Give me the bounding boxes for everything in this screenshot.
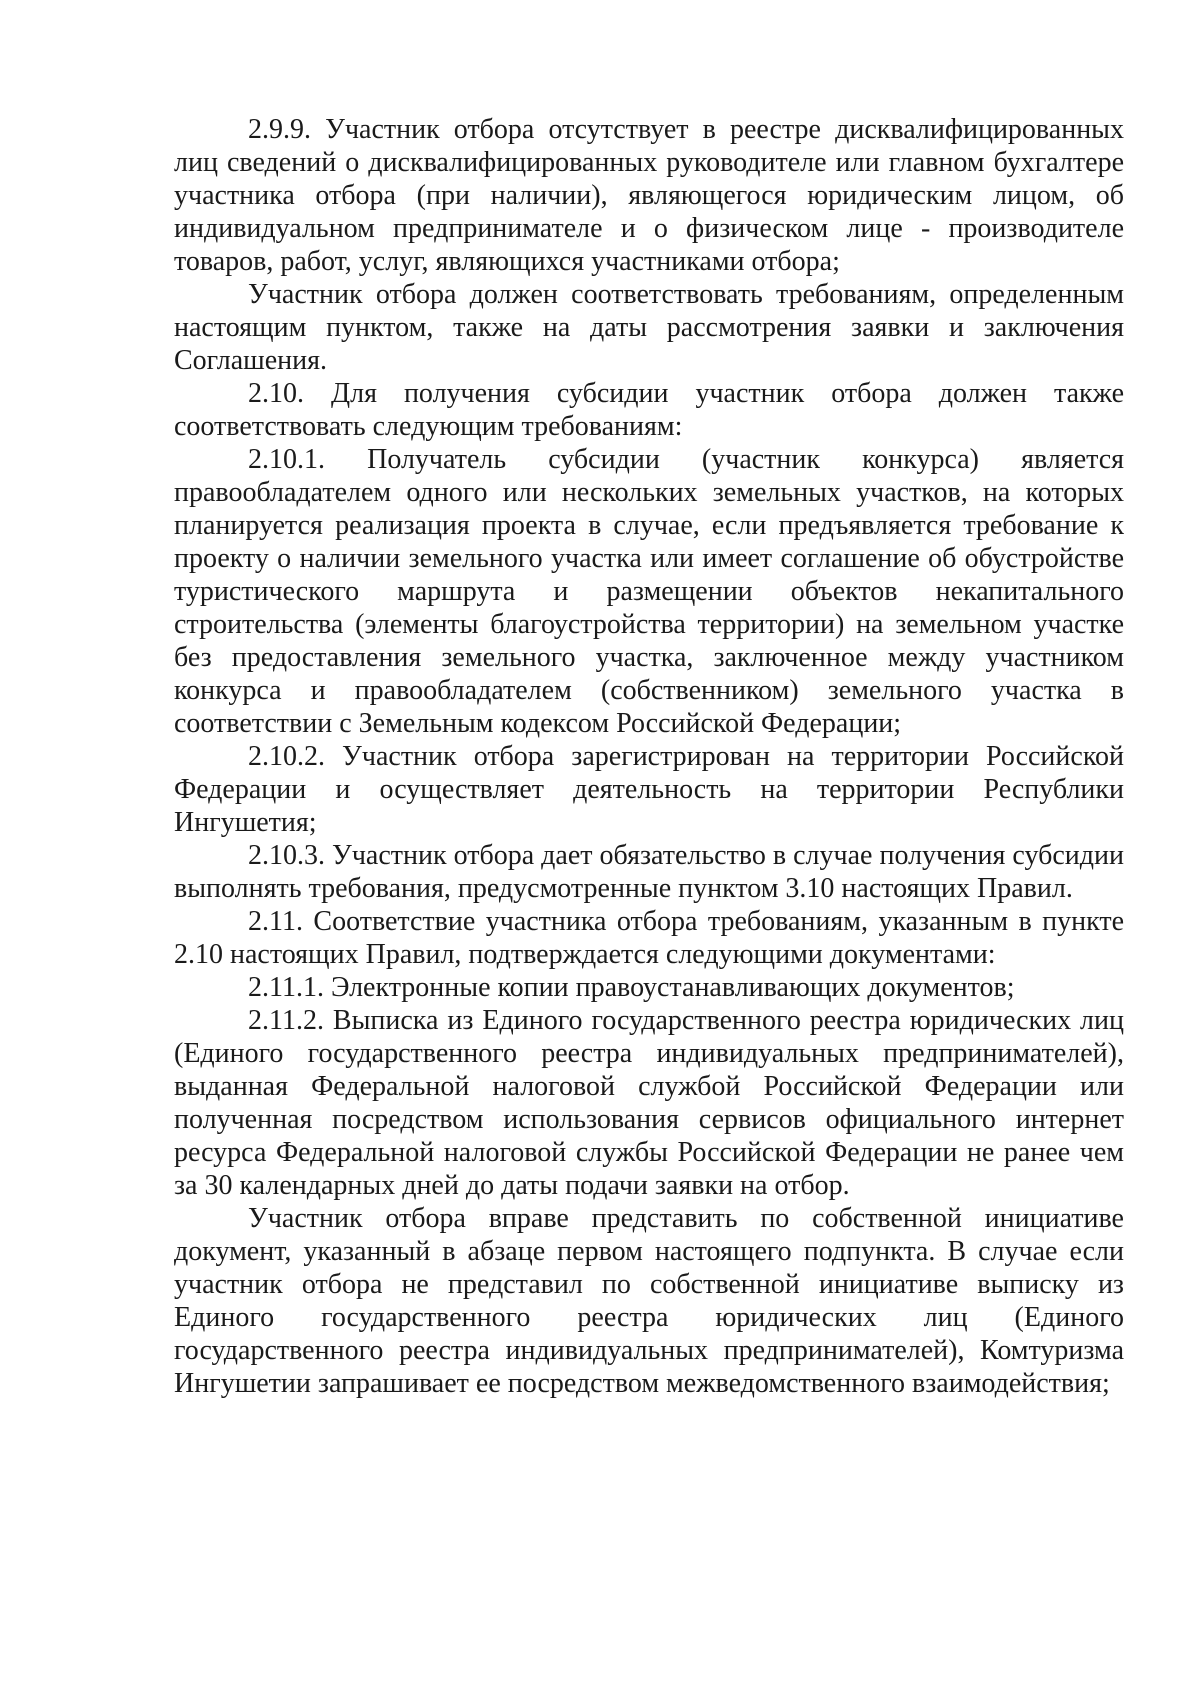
paragraph-2-11: 2.11. Соответствие участника отбора требованиям, указанным в пункте 2.10 настоящих Правил, подтверждается следующими документами: <box>174 906 1124 970</box>
document-page <box>174 113 1124 1400</box>
paragraph-2-10-2: 2.10.2. Участник отбора зарегистрирован на территории Российской Федерации и осуществляет деятельность на территории Республики Ингушетия; <box>174 741 1124 838</box>
paragraph-2-11-2: 2.11.2. Выписка из Единого государственного реестра юридических лиц (Единого государственного реестра индивидуальных предпринимателей), выданная Федеральной налоговой службой Российской Федерации или полученная посредством использования сервисов официального интернет ресурса Федеральной налоговой службы Российской Федерации не ранее чем за 30 календарных дней до даты подачи заявки на отбор. <box>174 1005 1124 1201</box>
paragraph-requirements-dates: Участник отбора должен соответствовать требованиям, определенным настоящим пунктом, также на даты рассмотрения заявки и заключения Соглашения. <box>174 279 1124 376</box>
paragraph-2-10-3: 2.10.3. Участник отбора дает обязательство в случае получения субсидии выполнять требования, предусмотренные пунктом 3.10 настоящих Правил. <box>174 840 1124 904</box>
paragraph-2-9-9: 2.9.9. Участник отбора отсутствует в реестре дисквалифицированных лиц сведений о дисквалифицированных руководителе или главном бухгалтере участника отбора (при наличии), являющегося юридическим лицом, об индивидуальном предпринимателе и о физическом лице - производителе товаров, работ, услуг, являющихся участниками отбора; <box>174 114 1124 277</box>
paragraph-2-10: 2.10. Для получения субсидии участник отбора должен также соответствовать следующим требованиям: <box>174 378 1124 442</box>
paragraph-initiative: Участник отбора вправе представить по собственной инициативе документ, указанный в абзаце первом настоящего подпункта. В случае если участник отбора не представил по собственной инициативе выписку из Единого государственного реестра юридических лиц (Единого государственного реестра индивидуальных предпринимателей), Комтуризма Ингушетии запрашивает ее посредством межведомственного взаимодействия; <box>174 1203 1124 1399</box>
paragraph-2-11-1: 2.11.1. Электронные копии правоустанавливающих документов; <box>248 972 1015 1003</box>
paragraph-2-10-1: 2.10.1. Получатель субсидии (участник конкурса) является правообладателем одного или нескольких земельных участков, на которых планируется реализация проекта в случае, если предъявляется требование к проекту о наличии земельного участка или имеет соглашение об обустройстве туристического маршрута и размещении объектов некапитального строительства (элементы благоустройства территории) на земельном участке без предоставления земельного участка, заключенное между участником конкурса и правообладателем (собственником) земельного участка в соответствии с Земельным кодексом Российской Федерации; <box>174 444 1124 739</box>
